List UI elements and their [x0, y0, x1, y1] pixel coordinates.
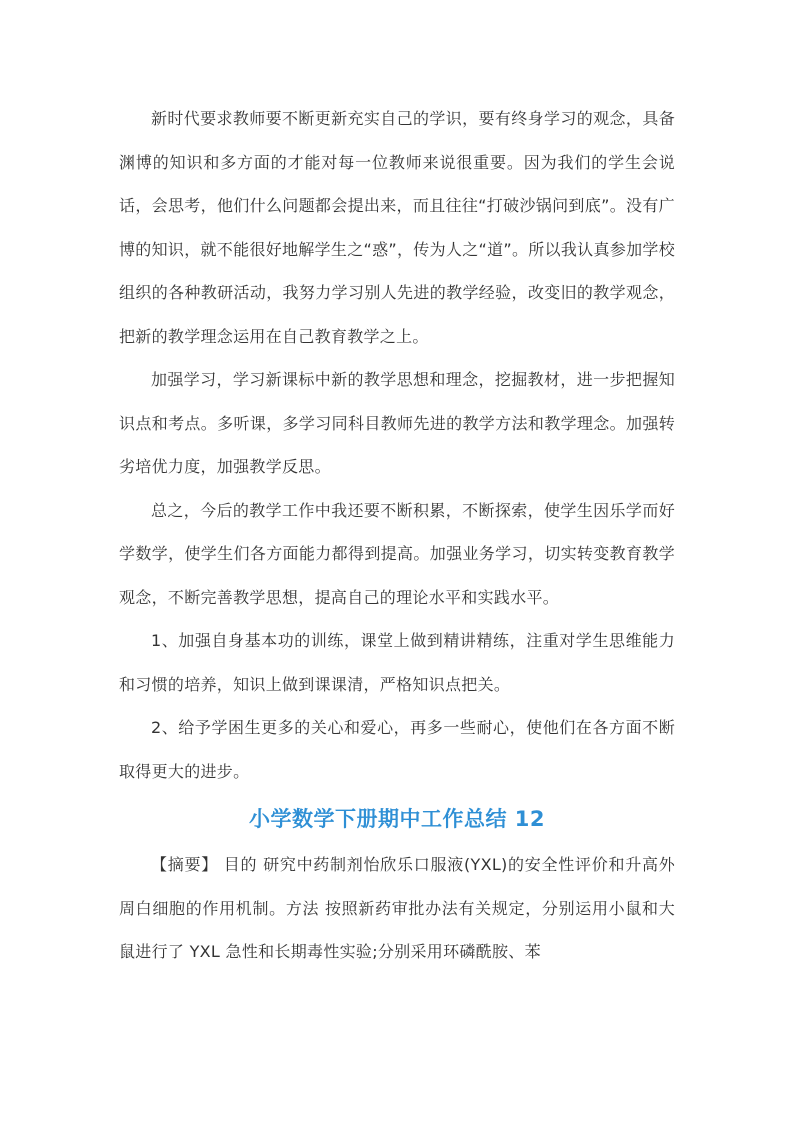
paragraph-teacher-learning: 新时代要求教师要不断更新充实自己的学识，要有终身学习的观念，具备渊博的知识和多方面的才能对每一位教师来说很重要。因为我们的学生会说话，会思考，他们什么问题都会提出来，而且往往“打破沙锅问到底”。没有广博的知识，就不能很好地解学生之“惑”，传为人之“道”。所以我认真参加学校组织的各种教研活动，我努力学习别人先进的教学经验，改变旧的教学观念，把新的教学理念运用在自己教育教学之上。 [119, 109, 675, 346]
document-page [119, 97, 675, 974]
paragraph-point-2: 2、给予学困生更多的关心和爱心，再多一些耐心，使他们在各方面不断取得更大的进步。 [119, 718, 675, 781]
paragraph-strengthen-study: 加强学习，学习新课标中新的教学思想和理念，挖掘教材，进一步把握知识点和考点。多听课，多学习同科目教师先进的教学方法和教学理念。加强转劣培优力度，加强教学反思。 [119, 370, 675, 476]
paragraph-abstract: 【摘要】 目的 研究中药制剂怡欣乐口服液(YXL)的安全性评价和升高外周白细胞的作用机制。方法 按照新药审批办法有关规定，分别运用小鼠和大鼠进行了 YXL 急性和长期毒性实验;分别采用环磷酰胺、苯 [119, 855, 675, 961]
paragraph-point-1: 1、加强自身基本功的训练，课堂上做到精讲精练，注重对学生思维能力和习惯的培养，知识上做到课课清，严格知识点把关。 [119, 631, 675, 694]
section-heading: 小学数学下册期中工作总结 12 [248, 807, 546, 831]
paragraph-summary: 总之，今后的教学工作中我还要不断积累，不断探索，使学生因乐学而好学数学，使学生们各方面能力都得到提高。加强业务学习，切实转变教育教学观念，不断完善教学思想，提高自己的理论水平和实践水平。 [119, 500, 675, 607]
